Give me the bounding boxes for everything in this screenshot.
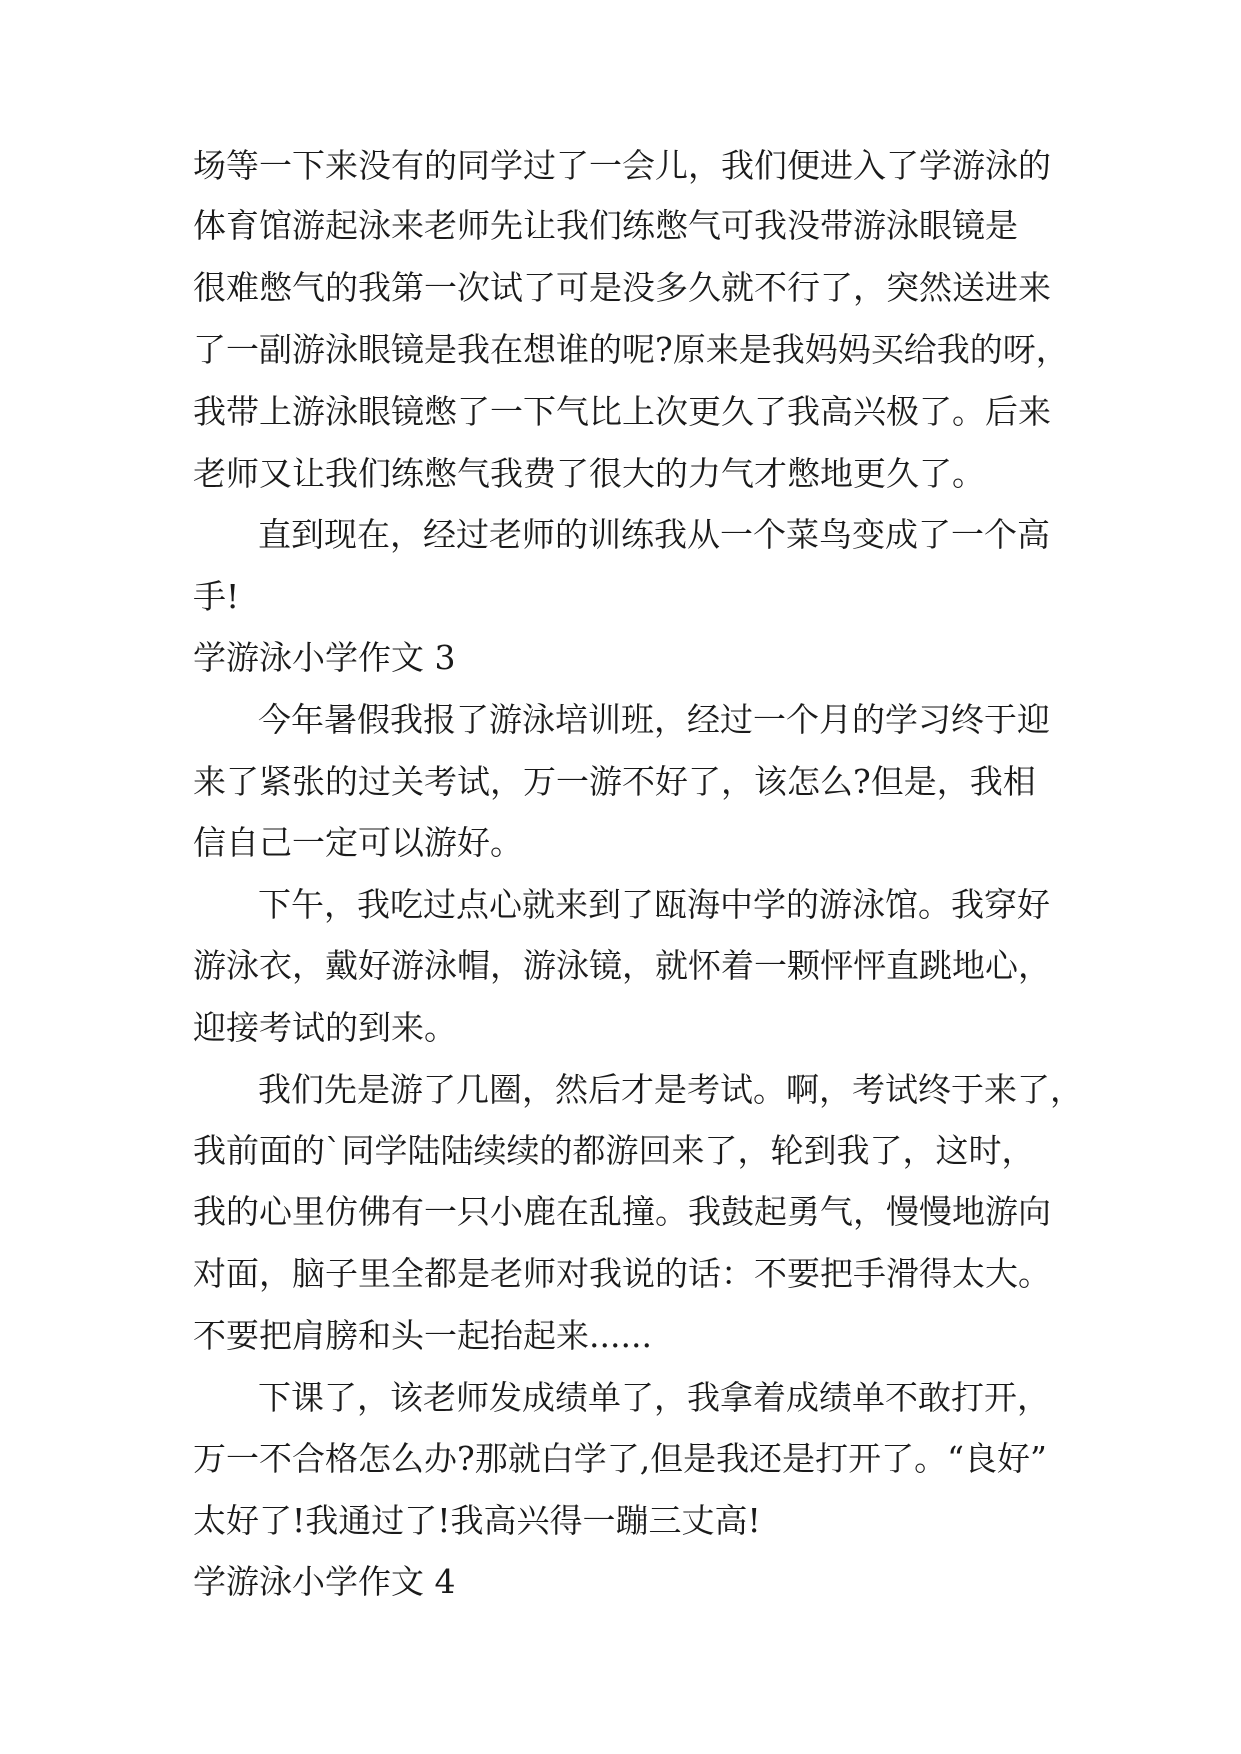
paragraph-line: 直到现在，经过老师的训练我从一个菜鸟变成了一个高 xyxy=(258,515,1050,554)
paragraph-line: 下课了，该老师发成绩单了，我拿着成绩单不敢打开， xyxy=(258,1378,1050,1417)
paragraph-line: 下午，我吃过点心就来到了瓯海中学的游泳馆。我穿好 xyxy=(258,885,1050,924)
section-heading: 学游泳小学作文 4 xyxy=(193,1562,456,1601)
paragraph-line: 我带上游泳眼镜憋了一下气比上次更久了我高兴极了。后来 xyxy=(193,392,1051,431)
section-heading: 学游泳小学作文 3 xyxy=(193,638,456,677)
paragraph-line: 对面，脑子里全都是老师对我说的话：不要把手滑得太大。 xyxy=(193,1254,1051,1293)
paragraph-line: 我前面的`同学陆陆续续的都游回来了，轮到我了，这时， xyxy=(193,1131,1035,1170)
paragraph-line: 今年暑假我报了游泳培训班，经过一个月的学习终于迎 xyxy=(258,700,1050,739)
paragraph-line: 万一不合格怎么办?那就白学了,但是我还是打开了。“良好” xyxy=(193,1439,1047,1478)
paragraph-line: 场等一下来没有的同学过了一会儿，我们便进入了学游泳的 xyxy=(193,146,1051,185)
paragraph-line: 太好了!我通过了!我高兴得一蹦三丈高! xyxy=(193,1501,761,1540)
paragraph-line: 体育馆游起泳来老师先让我们练憋气可我没带游泳眼镜是 xyxy=(193,206,1018,245)
paragraph-line: 手! xyxy=(193,577,240,616)
paragraph-line: 了一副游泳眼镜是我在想谁的呢?原来是我妈妈买给我的呀， xyxy=(193,330,1069,369)
paragraph-line: 不要把肩膀和头一起抬起来...... xyxy=(193,1316,652,1355)
paragraph-line: 来了紧张的过关考试，万一游不好了，该怎么?但是，我相 xyxy=(193,762,1036,801)
paragraph-line: 我的心里仿佛有一只小鹿在乱撞。我鼓起勇气，慢慢地游向 xyxy=(193,1192,1051,1231)
paragraph-line: 迎接考试的到来。 xyxy=(193,1008,457,1047)
paragraph-line: 很难憋气的我第一次试了可是没多久就不行了，突然送进来 xyxy=(193,268,1051,307)
paragraph-line: 信自己一定可以游好。 xyxy=(193,823,523,862)
paragraph-line: 老师又让我们练憋气我费了很大的力气才憋地更久了。 xyxy=(193,454,985,493)
paragraph-line: 我们先是游了几圈，然后才是考试。啊，考试终于来了， xyxy=(258,1070,1083,1109)
paragraph-line: 游泳衣，戴好游泳帽，游泳镜，就怀着一颗怦怦直跳地心， xyxy=(193,946,1051,985)
